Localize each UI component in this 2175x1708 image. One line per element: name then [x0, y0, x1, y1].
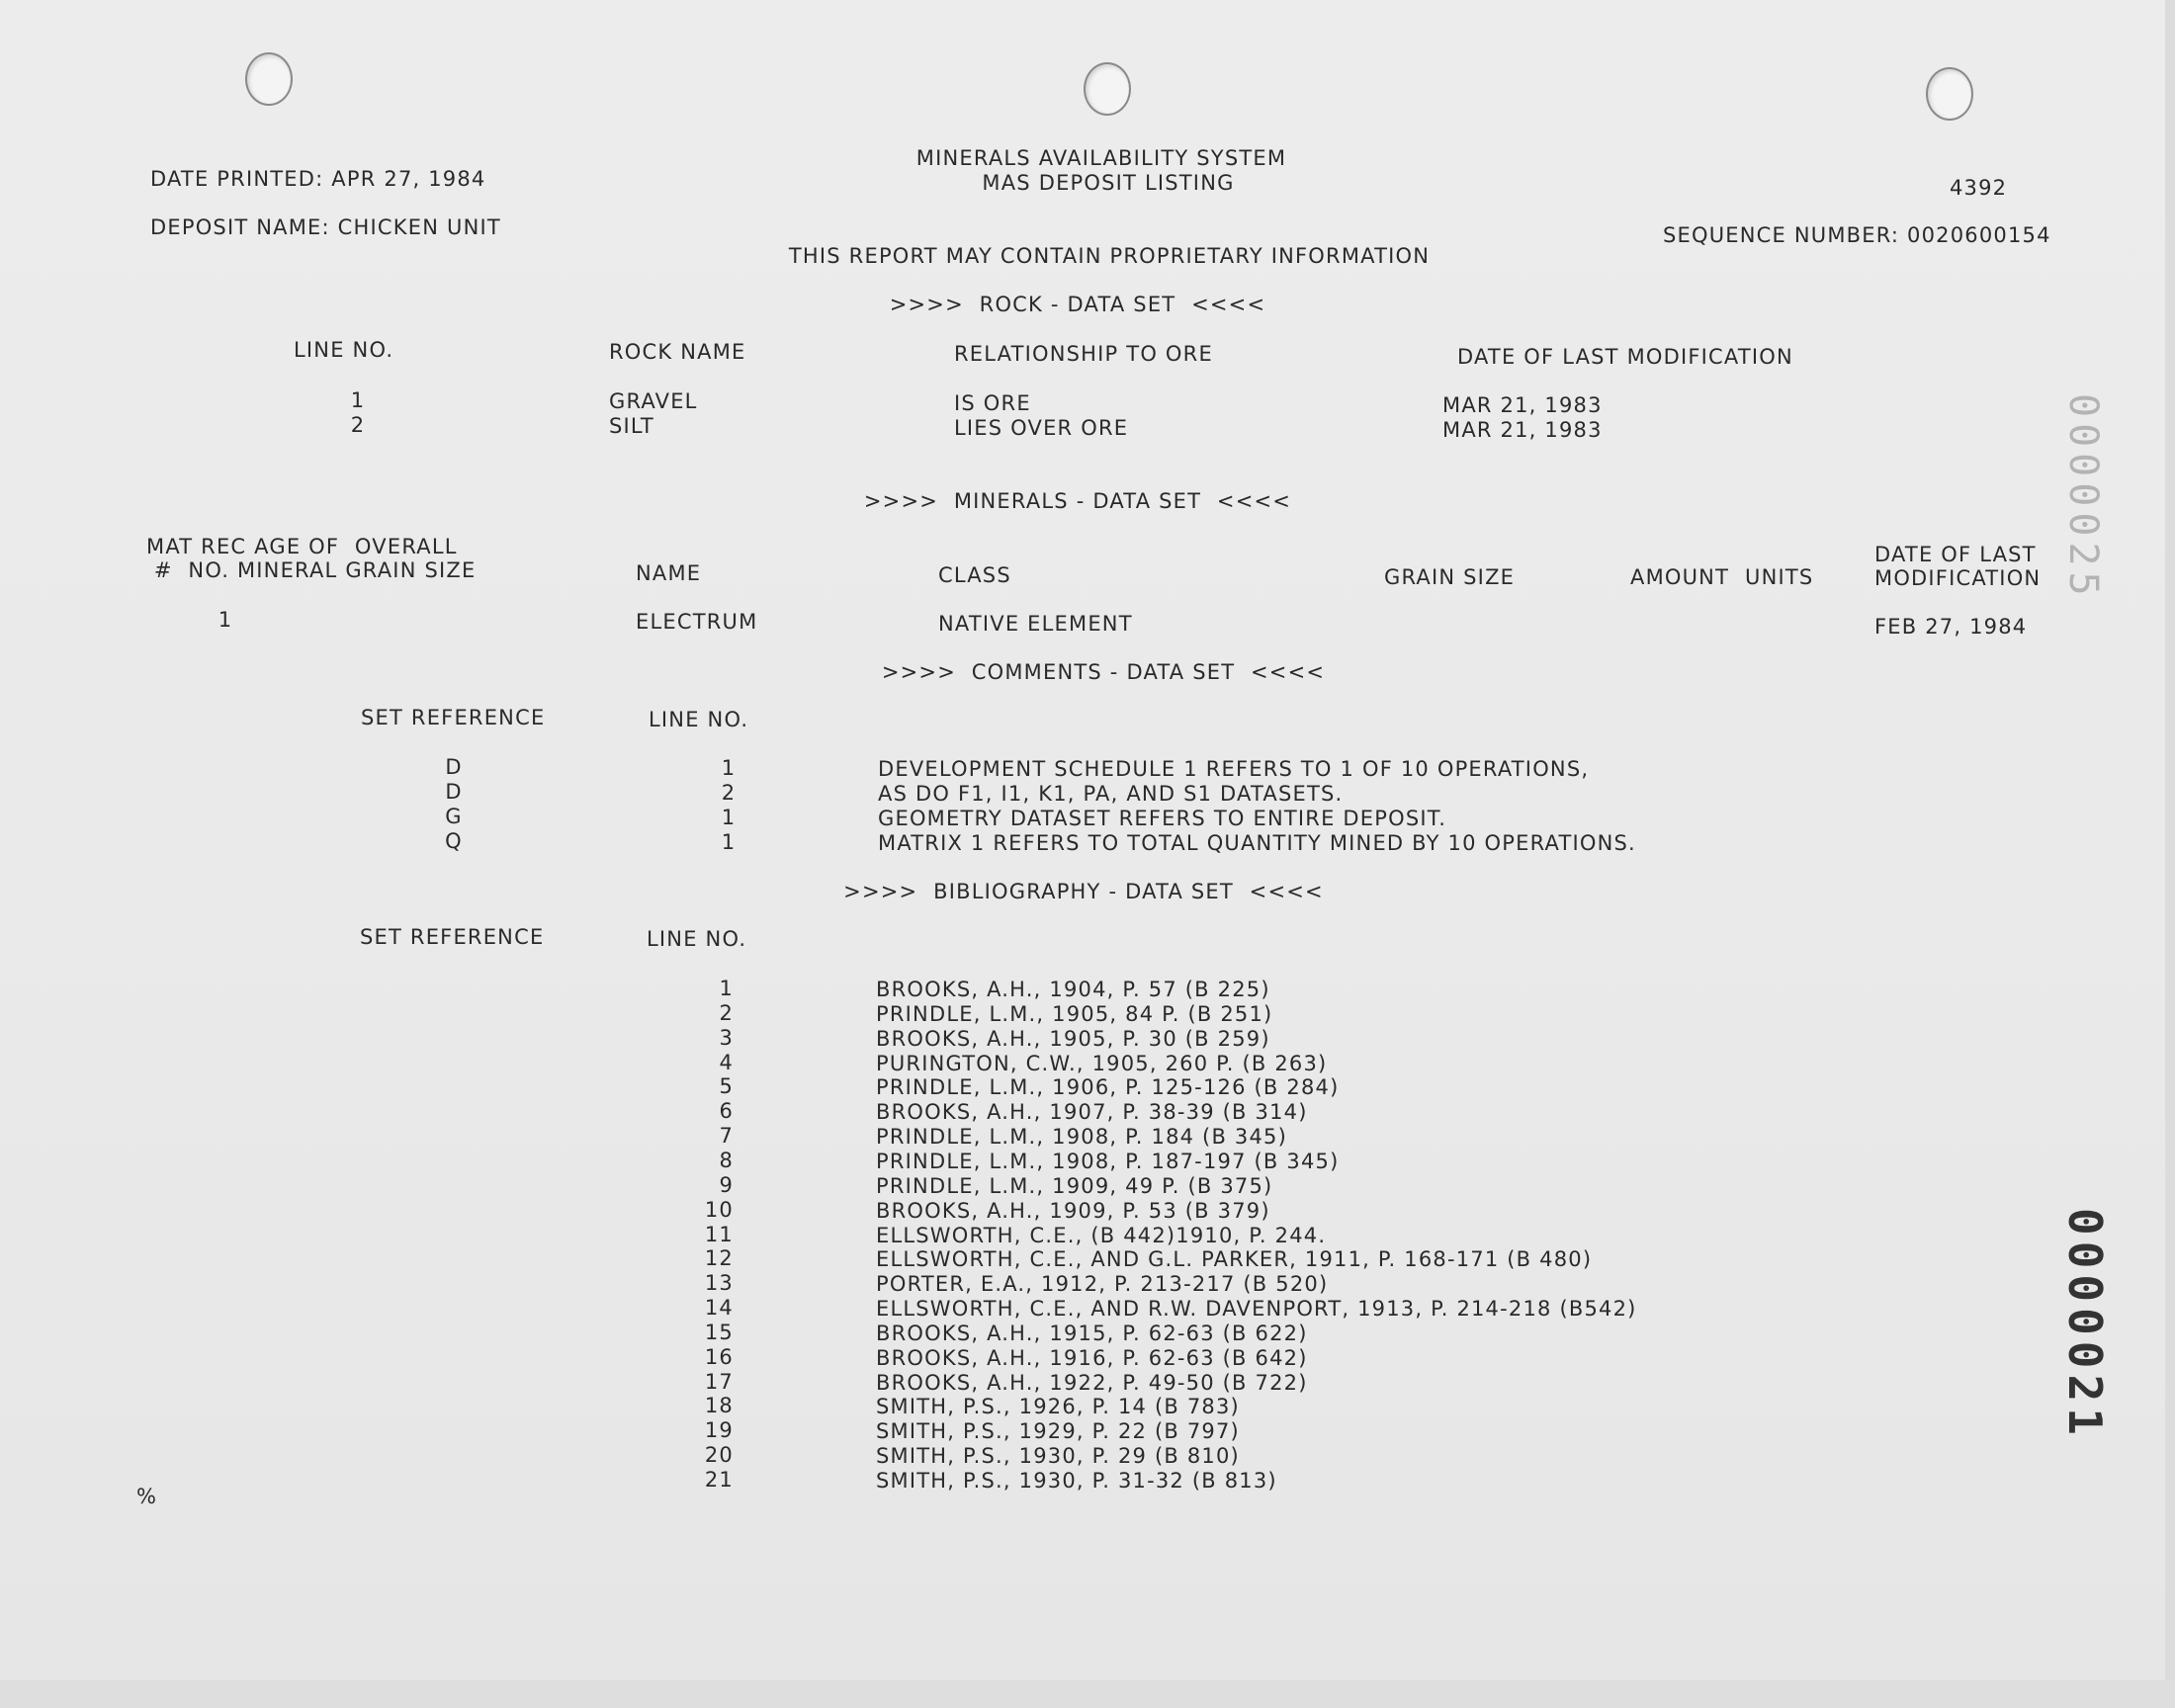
system-title: MINERALS AVAILABILITY SYSTEM [915, 146, 1287, 170]
rock-section-title: >>>> ROCK - DATA SET <<<< [889, 293, 1266, 316]
rock-name: SILT [609, 414, 654, 438]
bibliography-citation: BROOKS, A.H., 1909, P. 53 (B 379) [876, 1198, 1270, 1223]
bibliography-citation: PRINDLE, L.M., 1909, 49 P. (B 375) [876, 1173, 1273, 1198]
page-number: 4392 [1950, 176, 2008, 200]
bibliography-line-no: 21 [704, 1468, 734, 1492]
bibliography-section-title: >>>> BIBLIOGRAPHY - DATA SET <<<< [843, 880, 1324, 903]
comments-section-title: >>>> COMMENTS - DATA SET <<<< [881, 660, 1326, 684]
bibliography-line-no: 19 [704, 1418, 734, 1443]
bibliography-citation: PRINDLE, L.M., 1906, P. 125-126 (B 284) [876, 1075, 1340, 1100]
bibliography-citation: BROOKS, A.H., 1922, P. 49-50 (B 722) [876, 1370, 1308, 1395]
deposit-name: DEPOSIT NAME: CHICKEN UNIT [150, 215, 501, 239]
bibliography-citation: PRINDLE, L.M., 1908, P. 187-197 (B 345) [876, 1149, 1340, 1173]
bibliography-header-line-no: LINE NO. [647, 927, 747, 951]
bibliography-line-no: 20 [704, 1443, 734, 1468]
bibliography-citation: ELLSWORTH, C.E., (B 442)1910, P. 244. [876, 1223, 1327, 1247]
binder-hole-center [1084, 62, 1131, 116]
listing-title: MAS DEPOSIT LISTING [982, 171, 1235, 195]
bibliography-line-no: 18 [704, 1394, 734, 1418]
minerals-section-title: >>>> MINERALS - DATA SET <<<< [863, 489, 1292, 513]
bibliography-line-no: 1 [719, 977, 734, 1000]
minerals-header-class: CLASS [938, 563, 1011, 587]
bibliography-citation: PRINDLE, L.M., 1905, 84 P. (B 251) [876, 1001, 1273, 1026]
bibliography-line-no: 3 [719, 1025, 734, 1050]
comment-text: GEOMETRY DATASET REFERS TO ENTIRE DEPOSIT. [878, 807, 1447, 830]
faint-document-stamp: 0000025 [2060, 393, 2106, 602]
bibliography-line-no: 6 [719, 1099, 734, 1124]
mineral-date: FEB 27, 1984 [1874, 615, 2028, 639]
comment-set-reference: D [445, 755, 463, 779]
proprietary-notice: THIS REPORT MAY CONTAIN PROPRIETARY INFORMATION [788, 244, 1431, 268]
minerals-header-date-line1: DATE OF LAST [1874, 543, 2037, 566]
bibliography-citation: PURINGTON, C.W., 1905, 260 P. (B 263) [876, 1051, 1328, 1075]
bibliography-line-no: 16 [704, 1344, 734, 1369]
rock-relationship: LIES OVER ORE [954, 416, 1129, 440]
minerals-header-date-line2: MODIFICATION [1874, 566, 2042, 590]
minerals-header-grain-size: GRAIN SIZE [1384, 565, 1516, 589]
bibliography-citation: SMITH, P.S., 1929, P. 22 (B 797) [876, 1419, 1240, 1444]
bibliography-line-no: 17 [704, 1369, 734, 1394]
bibliography-citation: PRINDLE, L.M., 1908, P. 184 (B 345) [876, 1125, 1288, 1150]
mineral-rec-no: 1 [218, 608, 233, 632]
percent-mark: % [136, 1485, 158, 1508]
rock-header-date: DATE OF LAST MODIFICATION [1457, 345, 1793, 369]
bibliography-line-no: 10 [704, 1197, 734, 1222]
comment-line-no: 2 [721, 781, 737, 805]
bibliography-citation: BROOKS, A.H., 1907, P. 38-39 (B 314) [876, 1100, 1308, 1125]
bibliography-citation: SMITH, P.S., 1930, P. 31-32 (B 813) [876, 1469, 1277, 1493]
bibliography-citation: PORTER, E.A., 1912, P. 213-217 (B 520) [876, 1272, 1329, 1297]
rock-date: MAR 21, 1983 [1442, 393, 1603, 417]
bibliography-line-no: 15 [704, 1320, 734, 1344]
comments-header-line-no: LINE NO. [649, 708, 749, 731]
comment-text: MATRIX 1 REFERS TO TOTAL QUANTITY MINED BY 10 OPERATIONS. [878, 831, 1636, 855]
minerals-header-row1: MAT REC AGE OF OVERALL [146, 535, 458, 558]
mineral-class: NATIVE ELEMENT [938, 612, 1133, 636]
bibliography-line-no: 9 [719, 1172, 734, 1197]
bibliography-line-no: 11 [704, 1222, 734, 1246]
bibliography-header-set-reference: SET REFERENCE [360, 925, 545, 949]
comment-text: DEVELOPMENT SCHEDULE 1 REFERS TO 1 OF 10 OPERATIONS, [878, 757, 1590, 781]
bibliography-citation: BROOKS, A.H., 1904, P. 57 (B 225) [876, 978, 1270, 1001]
bibliography-line-no: 7 [719, 1124, 734, 1149]
document-number-stamp: 0000021 [2058, 1208, 2112, 1441]
comments-header-set-reference: SET REFERENCE [361, 706, 546, 729]
comment-text: AS DO F1, I1, K1, PA, AND S1 DATASETS. [878, 782, 1344, 806]
bibliography-line-no: 5 [719, 1074, 734, 1099]
bibliography-citation: ELLSWORTH, C.E., AND G.L. PARKER, 1911, P. 168-171 (B 480) [876, 1247, 1593, 1272]
rock-header-rock-name: ROCK NAME [609, 340, 746, 364]
date-printed: DATE PRINTED: APR 27, 1984 [150, 167, 486, 191]
rock-date: MAR 21, 1983 [1442, 418, 1603, 442]
comment-set-reference: Q [445, 829, 463, 853]
mineral-name: ELECTRUM [636, 610, 758, 634]
bibliography-line-no: 4 [719, 1050, 734, 1074]
bibliography-line-no: 2 [719, 1000, 734, 1025]
comment-set-reference: G [445, 805, 463, 828]
bibliography-line-no: 8 [719, 1148, 734, 1172]
minerals-header-units: UNITS [1745, 565, 1814, 589]
rock-header-relationship: RELATIONSHIP TO ORE [954, 342, 1213, 366]
bibliography-citation: SMITH, P.S., 1930, P. 29 (B 810) [876, 1444, 1240, 1469]
bibliography-citation: BROOKS, A.H., 1916, P. 62-63 (B 642) [876, 1345, 1308, 1370]
binder-hole-left [245, 52, 293, 106]
page-edge [2165, 0, 2175, 1708]
bibliography-line-no: 14 [704, 1296, 734, 1321]
rock-line-no: 2 [350, 413, 366, 437]
bibliography-citation: SMITH, P.S., 1926, P. 14 (B 783) [876, 1395, 1240, 1419]
comment-line-no: 1 [721, 756, 737, 780]
rock-relationship: IS ORE [954, 391, 1031, 415]
comment-line-no: 1 [721, 806, 737, 829]
binder-hole-right [1926, 67, 1973, 121]
bibliography-citation: BROOKS, A.H., 1915, P. 62-63 (B 622) [876, 1321, 1308, 1345]
minerals-header-amount: AMOUNT [1630, 565, 1730, 589]
sequence-number: SEQUENCE NUMBER: 0020600154 [1663, 223, 2051, 247]
bibliography-line-no: 12 [704, 1246, 734, 1271]
comment-set-reference: D [445, 780, 463, 804]
rock-header-line-no: LINE NO. [294, 338, 394, 362]
bibliography-line-no: 13 [704, 1271, 734, 1296]
scan-bottom-edge [0, 1680, 2175, 1708]
minerals-header-name: NAME [636, 561, 702, 585]
minerals-header-row2: # NO. MINERAL GRAIN SIZE [146, 558, 477, 582]
rock-line-no: 1 [350, 388, 366, 412]
rock-name: GRAVEL [609, 389, 698, 413]
bibliography-citation: BROOKS, A.H., 1905, P. 30 (B 259) [876, 1026, 1270, 1051]
bibliography-citation: ELLSWORTH, C.E., AND R.W. DAVENPORT, 1913, P. 214-218 (B542) [876, 1297, 1637, 1322]
comment-line-no: 1 [721, 830, 737, 854]
